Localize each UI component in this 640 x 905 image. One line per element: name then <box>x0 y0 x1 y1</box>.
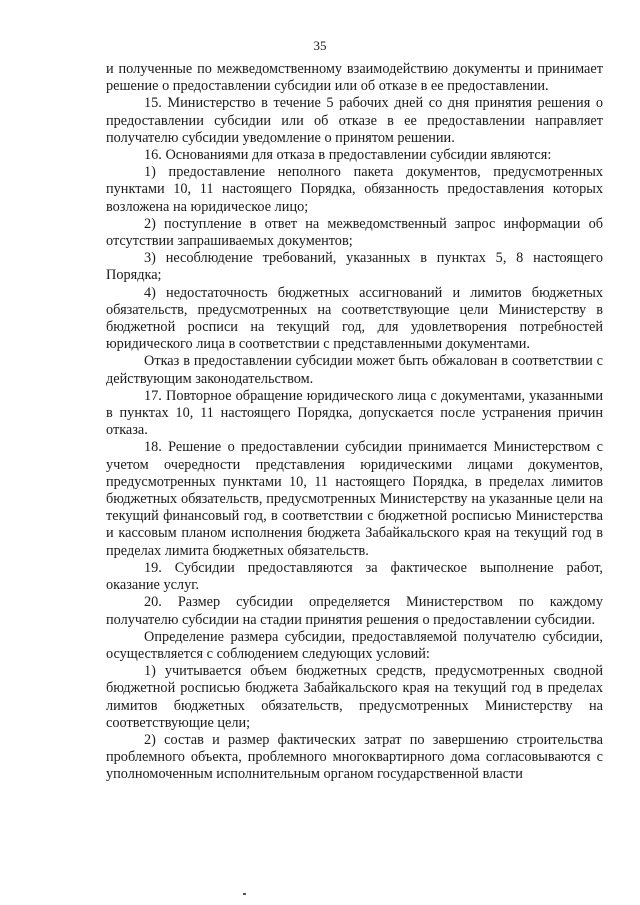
paragraph-continuation: и полученные по межведомственному взаимодействию документы и принимает решение о предоставлении субсидии или об отказе в ее предоставлении. <box>106 61 603 95</box>
document-body <box>106 61 603 784</box>
paragraph-refusal-appeal: Отказ в предоставлении субсидии может быть обжалован в соответствии с действующим законодательством. <box>106 353 603 387</box>
paragraph-condition-2: 2) состав и размер фактических затрат по завершению строительства проблемного объекта, проблемного многоквартирного дома согласовываются с уполномоченным исполнительным органом государственной власти <box>106 731 603 783</box>
paragraph-subitem-16-3: 3) несоблюдение требований, указанных в пунктах 5, 8 настоящего Порядка; <box>106 250 603 284</box>
paragraph-item-15: 15. Министерство в течение 5 рабочих дней со дня принятия решения о предоставлении субсидии или об отказе в ее предоставлении направляет получателю субсидии уведомление о принятом решении. <box>106 95 603 146</box>
paragraph-condition-1: 1) учитывается объем бюджетных средств, предусмотренных сводной бюджетной росписью бюджета Забайкальского края на текущий год в пределах лимитов бюджетных обязательств, предусмотренных Министерству на соответствующие цели; <box>106 663 603 731</box>
paragraph-subitem-16-2: 2) поступление в ответ на межведомственный запрос информации об отсутствии запрашиваемых документов; <box>106 215 603 250</box>
paragraph-item-17: 17. Повторное обращение юридического лица с документами, указанными в пунктах 10, 11 настоящего Порядка, допускается после устранения причин отказа. <box>106 387 603 439</box>
paragraph-item-18: 18. Решение о предоставлении субсидии принимается Министерством с учетом очередности представления юридическими лицами документов, предусмотренных пунктами 10, 11 настоящего Порядка, в пределах лимитов бюджетных обязательств, предусмотренных Министерству на указанные цели на текущий финансовый год, в соответствии с бюджетной росписью Министерства и кассовым планом исполнения бюджета Забайкальского края на текущий год в пределах лимита бюджетных обязательств. <box>106 439 603 559</box>
paragraph-subitem-16-4: 4) недостаточность бюджетных ассигнований и лимитов бюджетных обязательств, предусмотренных на соответствующие цели Министерству в бюджетной росписи на текущий год, для удовлетворения потребностей юридического лица в соответствии с представленными документами. <box>106 284 603 353</box>
paragraph-item-16: 16. Основаниями для отказа в предоставлении субсидии являются: <box>144 147 552 164</box>
paragraph-item-19: 19. Субсидии предоставляются за фактическое выполнение работ, оказание услуг. <box>106 559 603 594</box>
paragraph-item-20: 20. Размер субсидии определяется Министерством по каждому получателю субсидии на стадии принятия решения о предоставлении субсидии. <box>106 594 603 628</box>
paragraph-subsidy-size-conditions: Определение размера субсидии, предоставляемой получателю субсидии, осуществляется с соблюдением следующих условий: <box>106 628 603 662</box>
page-number: 35 <box>313 38 327 53</box>
scan-mark <box>243 893 246 895</box>
paragraph-subitem-16-1: 1) предоставление неполного пакета документов, предусмотренных пунктами 10, 11 настоящего Порядка, обязанность предоставления которых возложена на юридическое лицо; <box>106 164 603 215</box>
